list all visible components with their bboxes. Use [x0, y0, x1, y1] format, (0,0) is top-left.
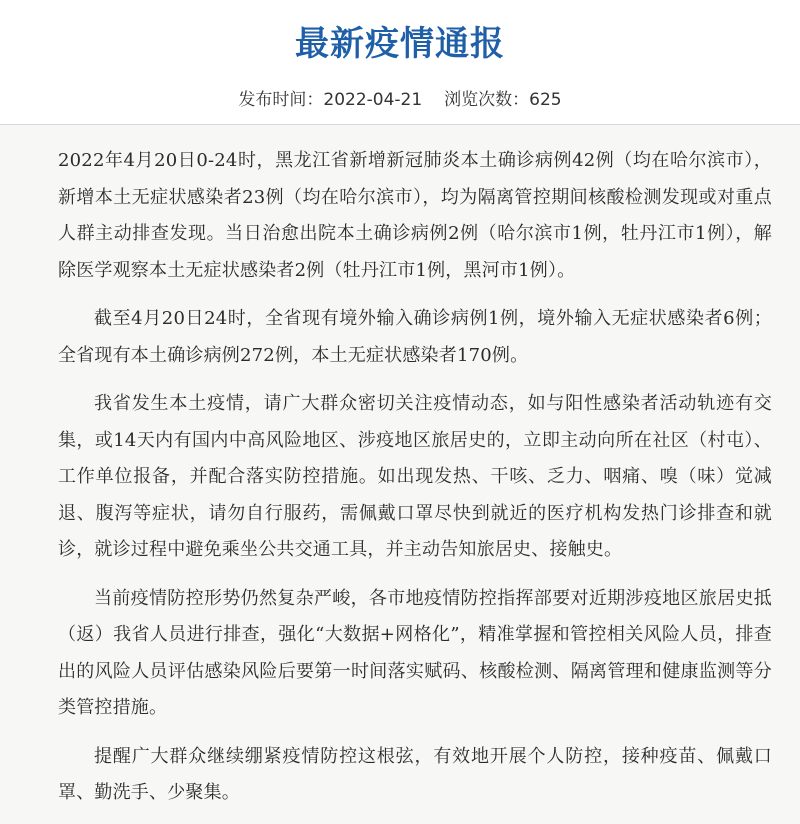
paragraph: 截至4月20日24时，全省现有境外输入确诊病例1例，境外输入无症状感染者6例；全省现有本土确诊病例272例，本土无症状感染者170例。 [58, 308, 772, 366]
article-body [0, 125, 800, 812]
publish-date: 2022-04-21 [323, 90, 423, 110]
paragraph: 当前疫情防控形势仍然复杂严峻，各市地疫情防控指挥部要对近期涉疫地区旅居史抵（返）我省人员进行排查，强化“大数据+网格化”，精准掌握和管控相关风险人员，排查出的风险人员评估感染风险后要第一时间落实赋码、核酸检测、隔离管理和健康监测等分类管控措施。 [58, 587, 772, 718]
view-count: 625 [529, 90, 562, 110]
paragraph: 提醒广大群众继续绷紧疫情防控这根弦，有效地开展个人防控，接种疫苗、佩戴口罩、勤洗手、少聚集。 [58, 745, 772, 803]
view-count-label: 浏览次数： [444, 90, 530, 110]
paragraph: 2022年4月20日0-24时，黑龙江省新增新冠肺炎本土确诊病例42例（均在哈尔滨市），新增本土无症状感染者23例（均在哈尔滨市），均为隔离管控期间核酸检测发现或对重点人群主动排查发现。当日治愈出院本土确诊病例2例（哈尔滨市1例，牡丹江市1例），解除医学观察本土无症状感染者2例（牡丹江市1例，黑河市1例）。 [58, 150, 772, 281]
publish-time-label: 发布时间： [238, 90, 324, 110]
article-header [0, 0, 800, 125]
article-meta [0, 88, 800, 112]
page-title: 最新疫情通报 [295, 24, 505, 64]
paragraph: 我省发生本土疫情，请广大群众密切关注疫情动态，如与阳性感染者活动轨迹有交集，或14天内有国内中高风险地区、涉疫地区旅居史的，立即主动向所在社区（村屯）、工作单位报备，并配合落实防控措施。如出现发热、干咳、乏力、咽痛、嗅（味）觉减退、腹泻等症状，请勿自行服药，需佩戴口罩尽快到就近的医疗机构发热门诊排查和就诊，就诊过程中避免乘坐公共交通工具，并主动告知旅居史、接触史。 [58, 393, 772, 560]
